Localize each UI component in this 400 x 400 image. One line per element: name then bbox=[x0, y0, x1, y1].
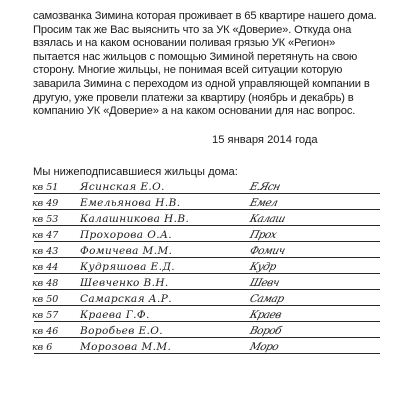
handwritten-signature: Фомич bbox=[248, 245, 287, 257]
apartment-number: кв 47 bbox=[32, 230, 59, 241]
signatories-intro: Мы нижеподписавшиеся жильцы дома: bbox=[33, 166, 238, 178]
signature-line bbox=[34, 321, 380, 322]
handwritten-signature: Кудр bbox=[248, 261, 278, 273]
apartment-number: кв 51 bbox=[32, 182, 59, 193]
letter-line: заварила Зимина с переходом из одной управляющей компании в bbox=[33, 77, 370, 90]
resident-name: Кудряшова Е.Д. bbox=[80, 261, 175, 273]
signature-row bbox=[30, 324, 380, 340]
letter-line: взялась и на каком основании поливая грязью УК «Регион» bbox=[33, 37, 336, 50]
resident-name: Самарская А.Р. bbox=[80, 293, 172, 305]
resident-name: Морозова М.М. bbox=[80, 341, 172, 353]
apartment-number: кв 46 bbox=[32, 326, 59, 337]
resident-name: Шевченко В.Н. bbox=[80, 277, 169, 289]
letter-line: самозванка Зимина которая проживает в 65 квартире нашего дома. bbox=[33, 10, 377, 22]
apartment-number: кв 49 bbox=[32, 198, 59, 209]
handwritten-signature: Моро bbox=[248, 341, 280, 353]
signature-line bbox=[34, 273, 380, 274]
signature-line bbox=[34, 257, 380, 258]
signature-line bbox=[34, 225, 380, 226]
handwritten-signature: Самар bbox=[248, 293, 286, 305]
resident-name: Емельянова Н.В. bbox=[80, 197, 181, 209]
signature-line bbox=[34, 209, 380, 210]
letter-line: компанию УК «Доверие» а на каком основании для нас вопрос. bbox=[33, 105, 356, 118]
signature-line bbox=[34, 241, 380, 242]
letter-line: пытается нас жильцов с помощью Зиминой перетянуть на свою bbox=[33, 50, 358, 63]
signature-line bbox=[34, 353, 380, 354]
handwritten-signature: Прох bbox=[248, 229, 278, 241]
signature-row bbox=[30, 292, 380, 308]
resident-name: Калашникова Н.В. bbox=[80, 213, 190, 225]
signature-row bbox=[30, 196, 380, 212]
handwritten-signature: Краев bbox=[248, 309, 283, 321]
signature-row bbox=[30, 308, 380, 324]
apartment-number: кв 57 bbox=[32, 310, 59, 321]
handwritten-signature: Емел bbox=[248, 197, 279, 209]
signature-row bbox=[30, 228, 380, 244]
signature-row bbox=[30, 260, 380, 276]
signature-line bbox=[34, 193, 380, 194]
signature-list bbox=[30, 180, 380, 356]
signature-row bbox=[30, 180, 380, 196]
handwritten-signature: Е.Ясн bbox=[248, 181, 282, 193]
signature-row bbox=[30, 212, 380, 228]
apartment-number: кв 53 bbox=[32, 214, 59, 225]
document-date: 15 января 2014 года bbox=[212, 134, 318, 146]
signature-line bbox=[34, 289, 380, 290]
letter-body bbox=[33, 10, 377, 119]
resident-name: Воробьев Е.О. bbox=[80, 325, 164, 337]
signature-row bbox=[30, 340, 380, 356]
resident-name: Ясинская Е.О. bbox=[80, 181, 165, 193]
signature-line bbox=[34, 305, 380, 306]
letter-line: Просим так же Вас выяснить что за УК «Доверие». Откуда она bbox=[33, 23, 352, 36]
signature-row bbox=[30, 244, 380, 260]
apartment-number: кв 43 bbox=[32, 246, 59, 257]
resident-name: Фомичева М.М. bbox=[80, 245, 173, 257]
handwritten-signature: Шевч bbox=[248, 277, 281, 289]
apartment-number: кв 6 bbox=[32, 342, 53, 353]
signature-line bbox=[34, 337, 380, 338]
handwritten-signature: Калаш bbox=[248, 213, 287, 225]
letter-line: другую, уже провели платежи за квартиру (ноябрь и декабрь) в bbox=[33, 91, 354, 104]
handwritten-signature: Вороб bbox=[248, 325, 283, 337]
resident-name: Краева Г.Ф. bbox=[80, 309, 150, 321]
apartment-number: кв 50 bbox=[32, 294, 59, 305]
signature-row bbox=[30, 276, 380, 292]
apartment-number: кв 44 bbox=[32, 262, 59, 273]
letter-line: сторону. Многие жильцы, не понимая всей ситуации которую bbox=[33, 64, 343, 77]
apartment-number: кв 48 bbox=[32, 278, 59, 289]
resident-name: Прохорова О.А. bbox=[80, 229, 173, 241]
